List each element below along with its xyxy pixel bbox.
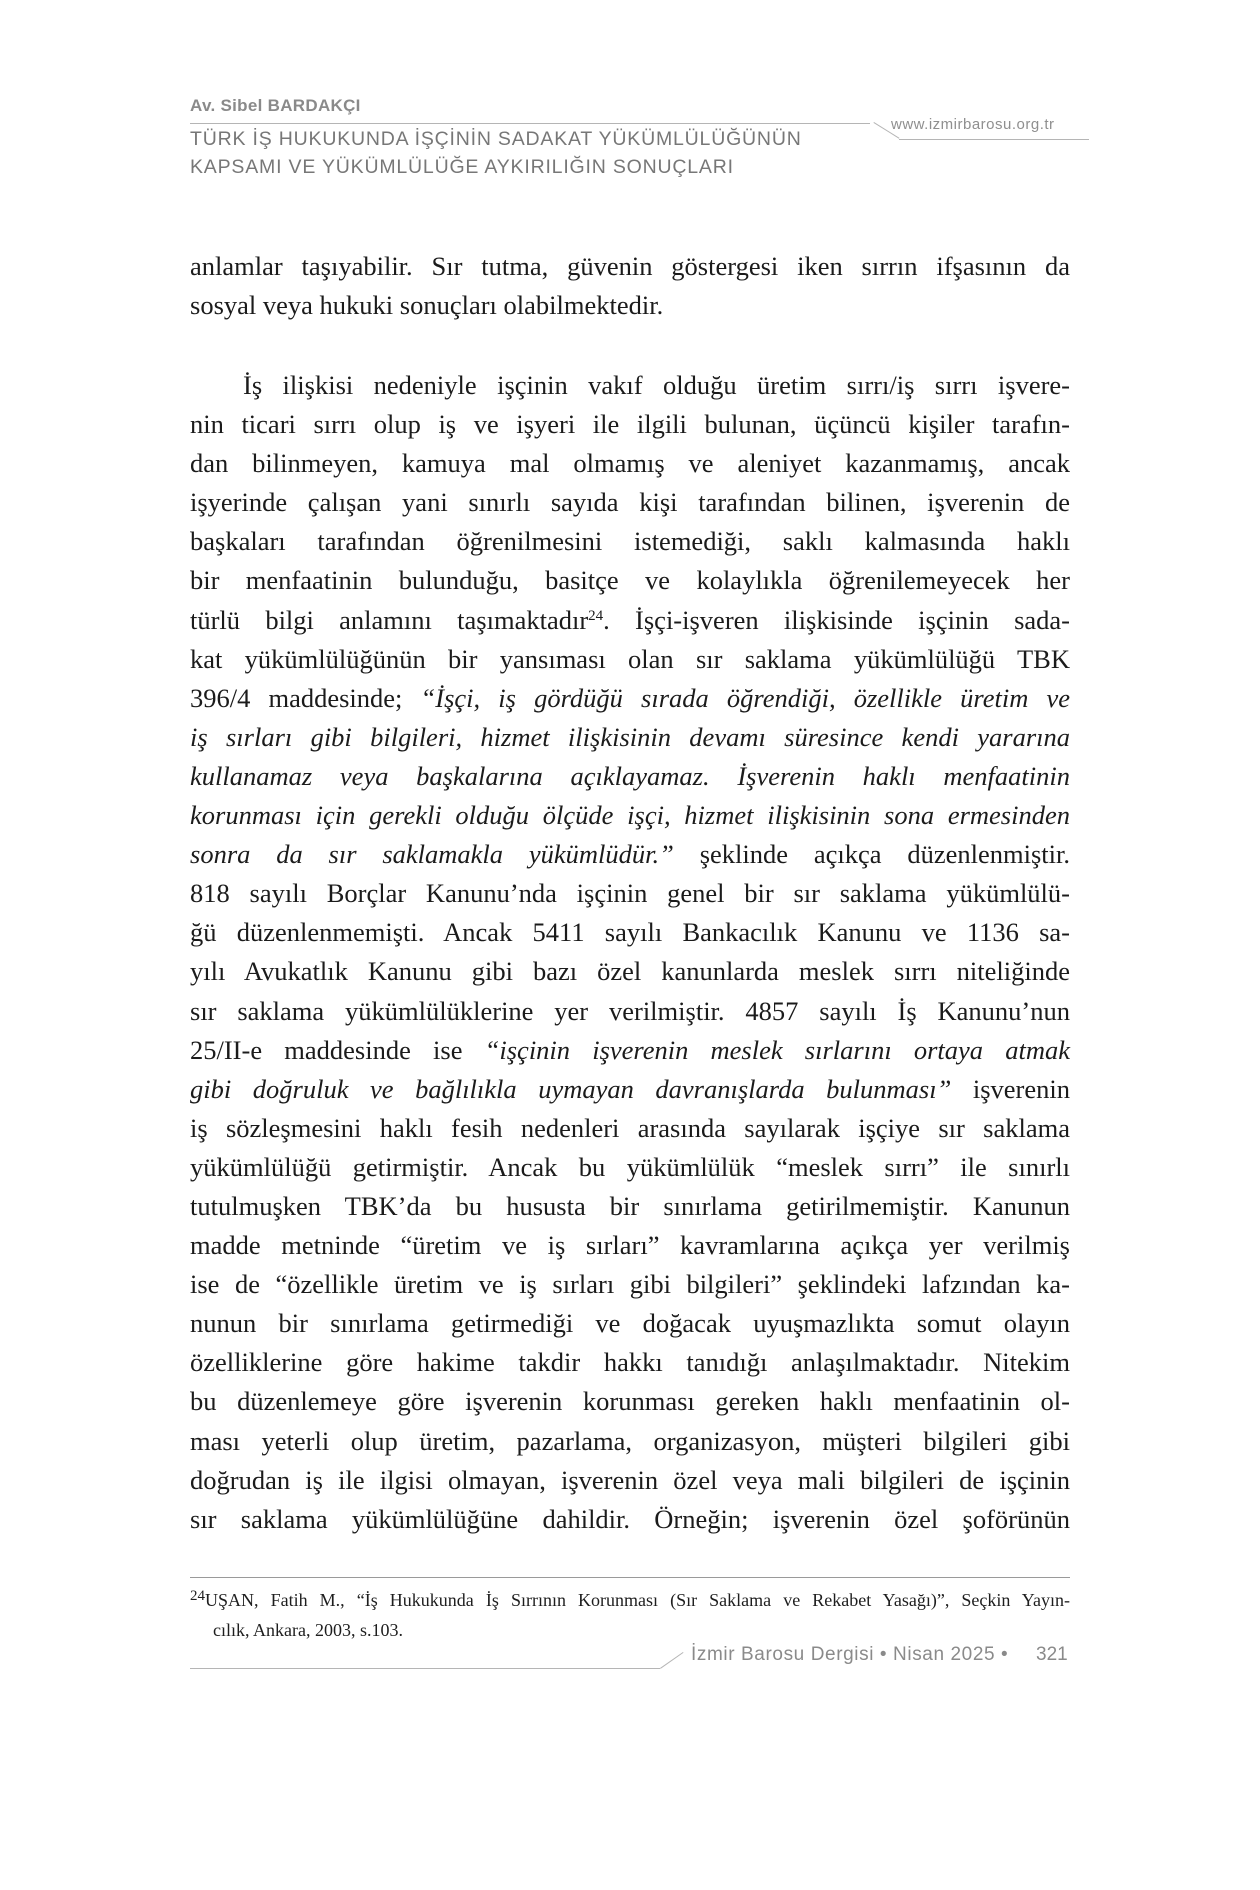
header-divider-right: [899, 139, 1089, 140]
header-divider: [190, 123, 870, 124]
text-segment: 396/4 maddesinde;: [190, 682, 421, 713]
text-line: bu düzenlemeye göre işverenin korunması gereken haklı menfaatinin ol-: [190, 1386, 1070, 1417]
text-line: madde metninde “üretim ve iş sırları” kavramlarına açıkça yer verilmiş: [190, 1230, 1070, 1261]
footnote-divider: [190, 1577, 1070, 1578]
text-line: sır saklama yükümlülüklerine yer verilmiştir. 4857 sayılı İş Kanunu’nun: [190, 995, 1070, 1026]
text-line: iş sözleşmesini haklı fesih nedenleri arasında sayılarak işçiye sır saklama: [190, 1112, 1070, 1143]
text-segment: şeklinde açıkça düzenlenmiştir.: [673, 839, 1070, 870]
text-line: ğü düzenlenmemişti. Ancak 5411 sayılı Bankacılık Kanunu ve 1136 sa-: [190, 917, 1070, 948]
footer-divider-slant: [660, 1652, 684, 1669]
text-line: sosyal veya hukuki sonuçları olabilmektedir.: [190, 290, 664, 321]
text-line: [190, 835, 1070, 874]
text-line: [190, 757, 1070, 796]
page-number: 321: [1036, 1644, 1068, 1665]
text-line: yılı Avukatlık Kanunu gibi bazı özel kanunlarda meslek sırrı niteliğinde: [190, 956, 1070, 987]
page-header: [190, 96, 1090, 186]
quote-segment: “İşçi, iş gördüğü sırada öğrendiği, özellikle üretim ve: [420, 682, 1070, 713]
paragraph-1: [190, 247, 1070, 325]
quote-segment: gibi doğruluk ve bağlılıkla uymayan davranışlarda bulunması”: [190, 1073, 952, 1104]
footnote-text: UŞAN, Fatih M., “İş Hukukunda İş Sırrının Korunması (Sır Saklama ve Rekabet Yasağı)”, Seçkin Yayın-: [205, 1590, 1070, 1610]
text-line: tutulmuşken TBK’da bu hususta bir sınırlama getirilmemiştir. Kanunun: [190, 1190, 1070, 1221]
paragraph-2: [190, 366, 1070, 1539]
text-line: ması yeterli olup üretim, pazarlama, organizasyon, müşteri bilgileri gibi: [190, 1425, 1070, 1456]
page-footer: [190, 1640, 1090, 1680]
text-segment: 25/II-e maddesinde ise: [190, 1034, 485, 1065]
text-line: sır saklama yükümlülüğüne dahildir. Örneğin; işverenin özel şoförünün: [190, 1503, 1070, 1534]
text-line: [190, 1031, 1070, 1070]
text-line: [190, 718, 1070, 757]
text-line: [190, 679, 1070, 718]
text-line: dan bilinmeyen, kamuya mal olmamış ve aleniyet kazanmamış, ancak: [190, 448, 1070, 479]
text-line: ise de “özellikle üretim ve iş sırları gibi bilgileri” şeklindeki lafzından ka-: [190, 1269, 1070, 1300]
text-line: kat yükümlülüğünün bir yansıması olan sır saklama yükümlülüğü TBK: [190, 643, 1070, 674]
quote-segment: sonra da sır saklamakla yükümlüdür.”: [190, 839, 674, 870]
text-line: [190, 1070, 1070, 1109]
text-segment: . İşçi-işveren ilişkisinde işçinin sada-: [603, 604, 1070, 635]
text-line: işyerinde çalışan yani sınırlı sayıda kişi tarafından bilinen, işverenin de: [190, 487, 1070, 518]
journal-name: İzmir Barosu Dergisi • Nisan 2025 •: [691, 1644, 1009, 1665]
text-segment: türlü bilgi anlamını taşımaktadır: [190, 604, 589, 635]
text-line: anlamlar taşıyabilir. Sır tutma, güvenin göstergesi iken sırrın ifşasının da: [190, 251, 1070, 281]
quote-segment: “işçinin işverenin meslek sırlarını ortaya atmak: [484, 1034, 1070, 1065]
text-line: doğrudan iş ile ilgisi olmayan, işverenin özel veya mali bilgileri de işçinin: [190, 1464, 1070, 1495]
article-title-line-1: TÜRK İŞ HUKUKUNDA İŞÇİNİN SADAKAT YÜKÜMLÜLÜĞÜNÜN: [190, 128, 802, 150]
article-title-line-2: KAPSAMI VE YÜKÜMLÜLÜĞE AYKIRILIĞIN SONUÇLARI: [190, 156, 734, 178]
text-line: nunun bir sınırlama getirmediği ve doğacak uyuşmazlıkta somut olayın: [190, 1308, 1070, 1339]
text-line: [190, 796, 1070, 835]
footnote-number: 24: [190, 1588, 205, 1604]
text-line: [190, 601, 1070, 640]
quote-segment: iş sırları gibi bilgileri, hizmet ilişkisinin devamı süresince kendi yararına: [190, 721, 1070, 752]
quote-segment: kullanamaz veya başkalarına açıklayamaz. İşverenin haklı menfaatinin: [190, 760, 1070, 791]
footnote-reference[interactable]: 24: [588, 607, 604, 624]
text-line: nin ticari sırrı olup iş ve işyeri ile ilgili bulunan, üçüncü kişiler tarafın-: [190, 409, 1070, 440]
text-line: özelliklerine göre hakime takdir hakkı tanıdığı anlaşılmaktadır. Nitekim: [190, 1347, 1070, 1378]
text-segment: işverenin: [951, 1073, 1070, 1104]
quote-segment: korunması için gerekli olduğu ölçüde işçi, hizmet ilişkisinin sona ermesinden: [190, 800, 1070, 831]
footnote: [190, 1586, 1070, 1644]
footnote-line-2: cılık, Ankara, 2003, s.103.: [213, 1620, 403, 1640]
website-url: www.izmirbarosu.org.tr: [891, 116, 1055, 133]
text-line: yükümlülüğü getirmiştir. Ancak bu yükümlülük “meslek sırrı” ile sınırlı: [190, 1151, 1070, 1182]
text-line: 818 sayılı Borçlar Kanunu’nda işçinin genel bir sır saklama yükümlülü-: [190, 878, 1070, 909]
footnote-line-1: [190, 1586, 1070, 1616]
text-line: bir menfaatinin bulunduğu, basitçe ve kolaylıkla öğrenilemeyecek her: [190, 565, 1070, 596]
author-name: Av. Sibel BARDAKÇI: [190, 96, 361, 115]
footer-divider: [190, 1668, 660, 1669]
text-line: İş ilişkisi nedeniyle işçinin vakıf olduğu üretim sırrı/iş sırrı işvere-: [243, 370, 1070, 400]
text-line: başkaları tarafından öğrenilmesini istemediği, saklı kalmasında haklı: [190, 526, 1070, 557]
